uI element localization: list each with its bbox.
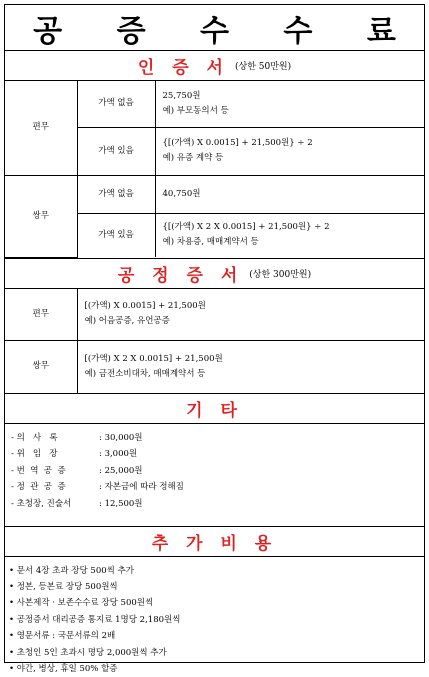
item-value: : 12,500원 xyxy=(99,496,143,513)
condition-cell: 가액 없음 xyxy=(77,175,155,213)
extra-heading: 추 가 비 용 xyxy=(152,529,277,554)
extra-list xyxy=(5,557,424,677)
list-item: • 공정증서 대리공증 통지료 1명당 2,180원씩 xyxy=(9,612,424,628)
table-row xyxy=(5,289,424,341)
example-text: 예) 어음공증, 유언공증 xyxy=(85,314,425,329)
example-text: 예) 부모동의서 등 xyxy=(163,104,425,119)
condition-cell: 가액 없음 xyxy=(77,81,155,127)
item-value: : 30,000원 xyxy=(99,430,143,447)
category-cell: 쌍무 xyxy=(5,341,77,393)
item-label: - 의 사 록 xyxy=(11,430,99,447)
extra-header xyxy=(5,527,424,557)
other-list xyxy=(5,424,424,527)
fee-text: [(가액) X 2 X 0.0015] + 21,500원 xyxy=(85,352,425,367)
item-label: - 위 임 장 xyxy=(11,446,99,463)
example-text: 예) 금전소비대차, 매매계약서 등 xyxy=(85,367,425,382)
notarial-deed-header xyxy=(5,259,424,289)
list-item xyxy=(11,430,424,447)
certificate-header xyxy=(5,51,424,81)
category-cell: 편무 xyxy=(5,289,77,341)
other-heading: 기 타 xyxy=(186,396,243,421)
fee-cell xyxy=(155,175,424,213)
list-item: • 초청인 5인 초과시 명당 2,000원씩 추가 xyxy=(9,645,424,661)
table-row xyxy=(5,175,424,213)
fee-text: {[(가액) X 2 X 0.0015] + 21,500원} ÷ 2 xyxy=(163,220,425,235)
list-item xyxy=(11,463,424,480)
fee-text: 25,750원 xyxy=(163,89,425,104)
fee-text: [(가액) X 0.0015] + 21,500원 xyxy=(85,299,425,314)
list-item: • 문서 4장 초과 장당 500씩 추가 xyxy=(9,563,424,579)
certificate-note: (상한 50만원) xyxy=(235,59,291,72)
list-item xyxy=(11,479,424,496)
other-header xyxy=(5,394,424,424)
item-value: : 25,000원 xyxy=(99,463,143,480)
category-cell: 편무 xyxy=(5,81,77,175)
certificate-table xyxy=(5,81,424,259)
item-label: - 초청장, 진술서 xyxy=(11,496,99,513)
item-value: : 자본금에 따라 정해짐 xyxy=(99,479,184,496)
example-text: 예) 유증 계약 등 xyxy=(163,151,425,166)
certificate-heading: 인 증 서 xyxy=(138,53,229,78)
list-item: • 영문서류 : 국문서류의 2배 xyxy=(9,628,424,644)
fee-text: {[(가액) X 0.0015] + 21,500원} ÷ 2 xyxy=(163,136,425,151)
condition-cell: 가액 있음 xyxy=(77,127,155,175)
table-row xyxy=(5,81,424,127)
fee-cell xyxy=(155,81,424,127)
page-title: 공 증 수 수 료 xyxy=(5,5,424,51)
fee-cell xyxy=(155,213,424,257)
list-item: • 정본, 등본료 장당 500원씩 xyxy=(9,579,424,595)
item-label: - 번 역 공 증 xyxy=(11,463,99,480)
list-item: • 사본제작 · 보존수수료 장당 500원씩 xyxy=(9,595,424,611)
fee-sheet xyxy=(4,4,425,663)
example-text: 예) 차용증, 매매계약서 등 xyxy=(163,235,425,250)
fee-cell xyxy=(77,289,424,341)
list-item: • 야간, 병상, 휴일 50% 할증 xyxy=(9,661,424,677)
notarial-deed-table xyxy=(5,289,424,394)
item-label: - 정 관 공 증 xyxy=(11,479,99,496)
fee-text: 40,750원 xyxy=(163,187,425,202)
notarial-deed-heading: 공 정 증 서 xyxy=(118,261,243,286)
fee-cell xyxy=(155,127,424,175)
category-cell: 쌍무 xyxy=(5,175,77,257)
fee-cell xyxy=(77,341,424,393)
condition-cell: 가액 있음 xyxy=(77,213,155,257)
list-item xyxy=(11,496,424,513)
list-item xyxy=(11,446,424,463)
item-value: : 3,000원 xyxy=(99,446,137,463)
notarial-deed-note: (상한 300만원) xyxy=(249,267,311,280)
table-row xyxy=(5,341,424,393)
